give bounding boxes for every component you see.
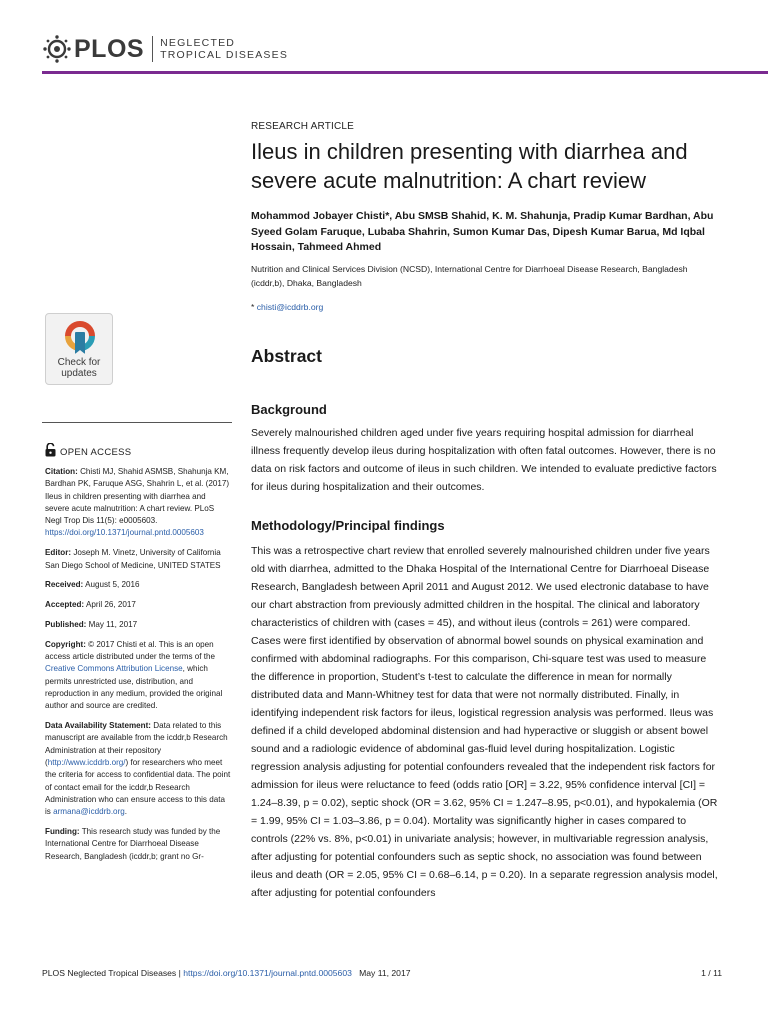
copyright-block: [45, 639, 232, 713]
copyright-label: Copyright:: [45, 639, 86, 649]
check-for-updates-label: [46, 357, 112, 379]
editor-text: Joseph M. Vinetz, University of California San Diego School of Medicine, UNITED STATES: [45, 548, 221, 570]
funding-label: Funding:: [45, 826, 80, 836]
corresponding-email: [251, 302, 323, 312]
data-availability-text-1: Data related to this manuscript are available from the icddr,b Research Administration at their repository (: [45, 721, 228, 767]
repository-link[interactable]: http://www.icddrb.org/: [47, 757, 126, 767]
check-for-updates-line2: updates: [61, 368, 97, 379]
footer-journal: PLOS Neglected Tropical Diseases |: [42, 968, 181, 978]
copyright-text-1: © 2017 Chisti et al. This is an open access article distributed under the terms of the: [45, 639, 216, 662]
journal-name-line1: NEGLECTED: [160, 37, 236, 49]
check-for-updates-line1: Check for: [57, 357, 101, 368]
header-rule: [42, 71, 768, 74]
data-availability-block: [45, 720, 232, 818]
received-label: Received:: [45, 580, 84, 590]
journal-name-line2: TROPICAL DISEASES: [160, 49, 289, 61]
author-affiliation: Nutrition and Clinical Services Division (NCSD), International Centre for Diarrhoeal Disease Research, Bangladesh (icddr,b), Dhaka, Bangladesh: [251, 264, 688, 288]
plos-logo[interactable]: [42, 32, 288, 66]
article-title: Ileus in children presenting with diarrhea and severe acute malnutrition: A chart review: [251, 139, 688, 193]
page-number: 1 / 11: [701, 968, 722, 978]
footer-doi-link[interactable]: https://doi.org/10.1371/journal.pntd.0005603: [183, 968, 352, 978]
copyright-text-2: , which permits unrestricted use, distribution, and reproduction in any medium, provided the original author and source are credited.: [45, 664, 223, 711]
footer-date: May 11, 2017: [359, 968, 411, 978]
article-type: RESEARCH ARTICLE: [251, 121, 355, 132]
journal-header: [0, 0, 768, 75]
corresponding-marker: *: [251, 302, 255, 312]
editor-label: Editor:: [45, 548, 72, 558]
received-block: [45, 579, 232, 591]
data-availability-label: Data Availability Statement:: [45, 721, 151, 731]
citation-block: [45, 466, 232, 540]
editor-block: [45, 547, 232, 572]
abstract-heading: Abstract: [251, 346, 322, 366]
published-block: [45, 619, 232, 631]
data-contact-email-link[interactable]: armana@icddrb.org: [53, 807, 125, 817]
check-for-updates-icon: [64, 320, 96, 361]
accepted-block: [45, 599, 232, 611]
citation-text: Chisti MJ, Shahid ASMSB, Shahunja KM, Bardhan PK, Faruque ASG, Shahrin L, et al. (2017) Ileus in children presenting with diarrhea and severe acute malnutrition: A chart review. PLoS Negl Trop Dis 11(5): e0005603.: [45, 467, 230, 526]
funding-text: This research study was funded by the International Centre for Diarrhoeal Disease Research, Bangladesh (icddr,b; grant no Gr-: [45, 826, 221, 861]
journal-name: [160, 37, 288, 61]
data-availability-text-3: .: [124, 807, 128, 817]
license-link[interactable]: Creative Commons Attribution License: [45, 664, 183, 674]
article-metadata-sidebar: [45, 466, 232, 870]
author-list[interactable]: Mohammod Jobayer Chisti*, Abu SMSB Shahid, K. M. Shahunja, Pradip Kumar Bardhan, Abu Syeed Golam Faruque, Lubaba Shahrin, Sumon Kumar Das, Dipesh Kumar Barua, Md Iqbal Hossain, Tahmeed Ahmed: [251, 210, 714, 253]
accepted-date: April 26, 2017: [85, 600, 136, 610]
sidebar-divider: [42, 422, 232, 423]
open-lock-icon: [45, 443, 56, 462]
data-availability-text-2: ) for researchers who meet the criteria for access to confidential data. The point of contact email for the icddr,b Research Administration who can ensure access to this data is: [45, 757, 231, 817]
methods-heading: Methodology/Principal findings: [251, 518, 445, 533]
funding-block: [45, 826, 232, 863]
open-access-label: OPEN ACCESS: [60, 447, 132, 458]
accepted-label: Accepted:: [45, 600, 85, 610]
page-footer: [42, 968, 722, 978]
logo-divider: [152, 36, 153, 62]
check-for-updates-button[interactable]: [45, 313, 113, 385]
plos-wordmark: PLOS: [74, 34, 145, 63]
citation-doi-link[interactable]: https://doi.org/10.1371/journal.pntd.0005603: [45, 528, 204, 538]
citation-label: Citation:: [45, 467, 78, 476]
published-label: Published:: [45, 619, 87, 629]
published-date: May 11, 2017: [88, 619, 138, 629]
methods-paragraph: This was a retrospective chart review that enrolled severely malnourished children under five years old with diarrhea, admitted to the Dhaka Hospital of the International Centre for Diarrhoeal Disease Research, Bangladesh between April 2011 and August 2012. We used electronic database to have our chart abstraction from previously admitted children in the hospital. The clinical and laboratory characteristics of children with (cases = 45), and without ileus (controls = 261) were compared. Cases were first identified by observation of abnormal bowel sounds on physical examination and confirmed with abdominal radiographs. For this comparison, Chi-square test was used to measure the difference in proportion, Student’s t-test to calculate the difference in mean for normally distributed data and Mann-Whitney test for data that were not normally distributed. Finally, in identifying independent risk factors for ileus, logistical regression analysis was performed. Ileus was defined if a child developed abdominal distension and had hyperactive or sluggish or absent bowel sound and a radiologic evidence of abdominal gas-fluid level during hospitalization. Logistic regression analysis adjusting for potential confounders revealed that the independent risk factors for admission for ileus were reluctance to feed (odds ratio [OR] = 3.22, 95% confidence interval [CI] = 1.24–8.39, p = 0.02), septic shock (OR = 3.62, 95% CI = 1.247–8.95, p<0.01), and hypokalemia (OR = 1.99, 95% CI = 1.03–3.86, p = 0.04). Mortality was significantly higher in cases compared to controls (22% vs. 8%, p<0.01) in univariate analysis; however, in multivariable regression analysis, after adjusting for potential confounders such as septic shock, no association was found between ileus and death (OR = 2.05, 95% CI = 0.68–6.14, p = 0.20). In a separate regression analysis model, after adjusting for potential confounders: [251, 545, 718, 899]
plos-logo-icon: [42, 34, 72, 64]
received-date: August 5, 2016: [85, 580, 140, 590]
corresponding-email-link[interactable]: chisti@icddrb.org: [256, 302, 324, 312]
open-access-badge: [45, 443, 131, 462]
background-paragraph: Severely malnourished children aged under five years requiring hospital admission for diarrheal illness frequently develop ileus during hospitalization with often fatal outcomes. However, there is no data on risk factors and outcome of ileus in such children. We intended to evaluate predictive factors for ileus during hospitalization and their outcomes.: [251, 427, 717, 493]
background-heading: Background: [251, 402, 327, 417]
